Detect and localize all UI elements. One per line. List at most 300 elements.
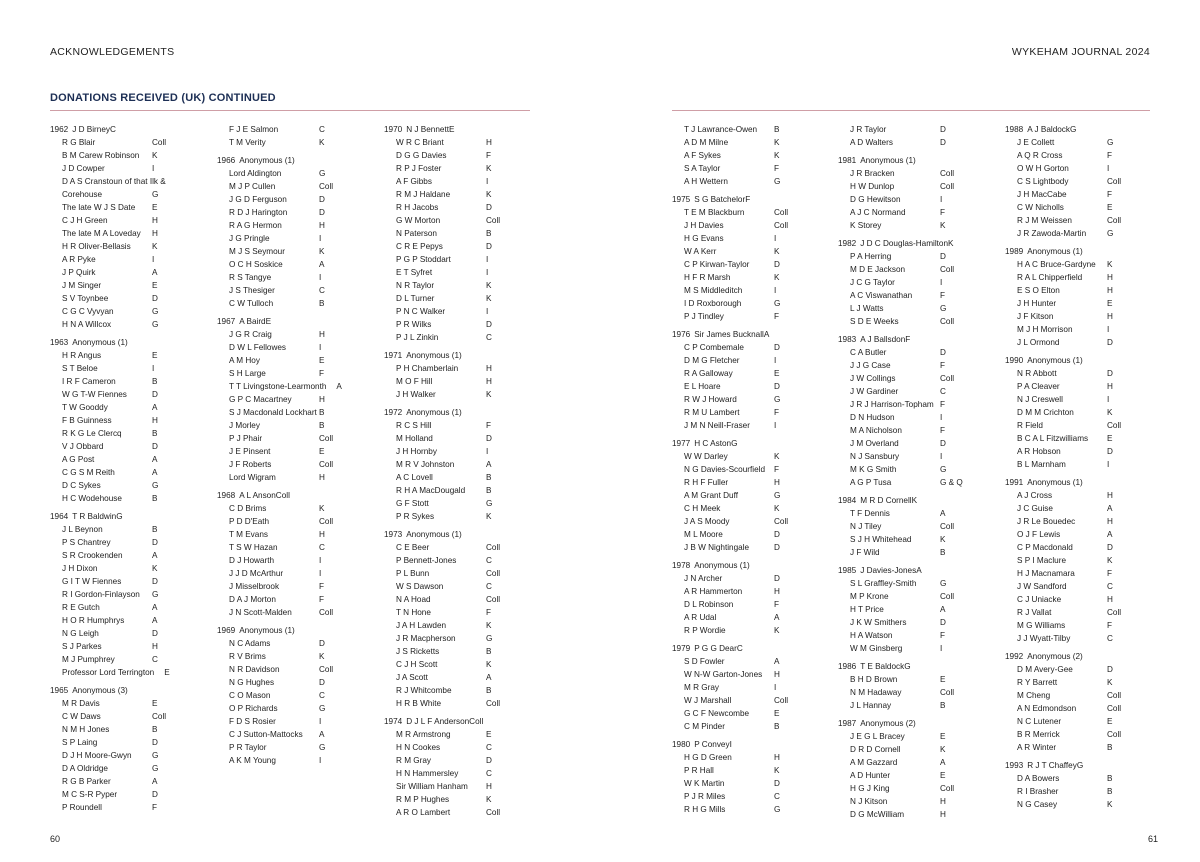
donor-row: [1005, 567, 1173, 580]
donor-column-3: [384, 123, 552, 819]
donor-row: [217, 123, 385, 136]
house-code: B: [319, 299, 325, 308]
donor-name: C S Lightbody: [1017, 177, 1069, 186]
donor-row: [384, 253, 552, 266]
house-code: E: [1107, 717, 1113, 726]
donor-row: [672, 694, 840, 707]
donor-row: [217, 297, 385, 310]
house-code: H: [152, 229, 158, 238]
house-code: I: [774, 286, 777, 295]
donor-name: D N Hudson: [850, 413, 895, 422]
donor-name: P Convey: [694, 740, 730, 749]
donor-name: R P Wordie: [684, 626, 726, 635]
donor-row: [384, 471, 552, 484]
house-code: F: [486, 421, 492, 430]
house-code: I: [774, 356, 777, 365]
house-code: D: [940, 348, 946, 357]
house-code: G: [774, 395, 781, 404]
house-code: K: [486, 390, 492, 399]
donor-row: [838, 795, 1006, 808]
donor-row: [384, 266, 552, 279]
donor-row: [384, 671, 552, 684]
house-code: H: [1107, 517, 1113, 526]
donor-name: J W Gardiner: [850, 387, 899, 396]
house-code: Coll: [319, 665, 334, 674]
donor-row: [217, 754, 385, 767]
donor-name: N M H Jones: [62, 725, 110, 734]
donor-name: D M Avery-Gee: [1017, 665, 1073, 674]
house-code: I: [940, 278, 943, 287]
donor-row: [50, 588, 218, 601]
donor-name: J R Bracken: [850, 169, 895, 178]
house-code: H: [940, 797, 946, 806]
donor-name: S J Parkes: [62, 642, 102, 651]
donor-row: [1005, 123, 1173, 136]
donor-row: [1005, 149, 1173, 162]
donor-row: [672, 271, 840, 284]
house-code: I: [1107, 395, 1110, 404]
donor-name: N J Creswell: [1017, 395, 1063, 404]
donor-name: R I Gordon-Finlayson: [62, 590, 140, 599]
house-code: C: [736, 644, 743, 653]
donor-row: [50, 214, 218, 227]
year-label: 1973: [384, 530, 403, 539]
house-code: E: [940, 732, 946, 741]
house-code: I: [319, 717, 322, 726]
house-code: Coll: [940, 182, 955, 191]
house-code: F: [1107, 569, 1113, 578]
donor-row: [217, 393, 385, 406]
house-code: D: [486, 320, 492, 329]
donor-name: M Holland: [396, 434, 433, 443]
donor-row: [672, 393, 840, 406]
donor-row: [50, 492, 218, 505]
donor-row: [217, 650, 385, 663]
donor-name: A R O Lambert: [396, 808, 451, 817]
donor-row: [217, 458, 385, 471]
donor-name: R J M Weissen: [1017, 216, 1072, 225]
donor-row: [1005, 741, 1173, 754]
house-code: I: [1107, 325, 1110, 334]
donor-row: [50, 788, 218, 801]
donor-row: [1005, 297, 1173, 310]
house-code: Coll: [486, 595, 501, 604]
donor-name: A G Post: [62, 455, 95, 464]
donor-row: [672, 541, 840, 554]
donor-row: [50, 401, 218, 414]
donor-row: [217, 232, 385, 245]
donor-name: J C Guise: [1017, 504, 1053, 513]
donor-row: [384, 227, 552, 240]
donor-name: W G T-W Fiennes: [62, 390, 127, 399]
house-code: C: [1107, 582, 1113, 591]
donor-name: C J Sutton-Mattocks: [229, 730, 303, 739]
donor-row: [217, 245, 385, 258]
donor-row: [384, 149, 552, 162]
donor-row: [217, 271, 385, 284]
house-code: C: [486, 743, 492, 752]
donor-name: J H MacCabe: [1017, 190, 1067, 199]
donor-row: [384, 767, 552, 780]
donor-row: [1005, 702, 1173, 715]
donor-name: Anonymous (1): [406, 408, 462, 417]
donor-name: H R Angus: [62, 351, 102, 360]
donor-name: J G R Craig: [229, 330, 272, 339]
donor-row: [217, 193, 385, 206]
donor-name: J D Birney: [72, 125, 110, 134]
house-code: K: [774, 138, 780, 147]
house-code: D: [1107, 543, 1113, 552]
donor-name: I D Roxborough: [684, 299, 742, 308]
house-code: G: [152, 320, 159, 329]
donor-row: [50, 292, 218, 305]
house-code: I: [774, 234, 777, 243]
donor-name: H O R Humphrys: [62, 616, 125, 625]
house-code: F: [940, 208, 946, 217]
donor-row: [672, 450, 840, 463]
donor-name: S J H Whitehead: [850, 535, 912, 544]
house-code: D: [152, 294, 158, 303]
house-code: D: [152, 629, 158, 638]
donor-name: J M Overland: [850, 439, 899, 448]
donor-row: [50, 466, 218, 479]
donor-name: H W Dunlop: [850, 182, 895, 191]
donor-name: P J L Zinkin: [396, 333, 439, 342]
donor-name: P R Wilks: [396, 320, 432, 329]
house-code: B: [1107, 774, 1113, 783]
donor-row: [672, 528, 840, 541]
donor-name: R H F Fuller: [684, 478, 729, 487]
donor-row: [217, 328, 385, 341]
donor-name: J N Scott-Malden: [229, 608, 292, 617]
donor-name: J K W Smithers: [850, 618, 907, 627]
donor-row: [838, 520, 1006, 533]
house-code: G: [1070, 125, 1077, 134]
donor-row: [672, 354, 840, 367]
house-code: K: [486, 795, 492, 804]
house-code: E: [152, 699, 158, 708]
donor-column-6: [1005, 123, 1173, 811]
donor-row: [217, 180, 385, 193]
year-label: 1987: [838, 719, 857, 728]
donor-row: [50, 240, 218, 253]
donor-row: [672, 720, 840, 733]
donor-row: [384, 305, 552, 318]
donor-name: J N Archer: [684, 574, 723, 583]
donor-name: D L Robinson: [684, 600, 734, 609]
donor-name: R H G Mills: [684, 805, 726, 814]
donor-name: H A C Bruce-Gardyne: [1017, 260, 1096, 269]
house-code: C: [319, 543, 325, 552]
year-label: 1965: [50, 686, 69, 695]
donor-name: P Roundell: [62, 803, 102, 812]
donor-row: [1005, 201, 1173, 214]
house-code: Coll: [319, 517, 334, 526]
donor-name: C O Mason: [229, 691, 271, 700]
donor-name: J H Walker: [396, 390, 436, 399]
house-code: K: [1107, 408, 1113, 417]
donor-row: [384, 419, 552, 432]
house-code: H: [319, 221, 325, 230]
house-code: G: [152, 751, 159, 760]
donor-name: A C Lovell: [396, 473, 433, 482]
house-code: C: [319, 125, 325, 134]
donor-name: N J Bennett: [406, 125, 449, 134]
house-code: Coll: [319, 608, 334, 617]
donor-name: R E Gutch: [62, 603, 100, 612]
year-label: 1988: [1005, 125, 1024, 134]
house-code: E: [1107, 434, 1113, 443]
donor-name: J S Thesiger: [229, 286, 275, 295]
donor-name: M D E Jackson: [850, 265, 906, 274]
donor-name: N M Hadaway: [850, 688, 902, 697]
donor-row: [50, 479, 218, 492]
donor-name: P J Tindley: [684, 312, 724, 321]
house-code: I: [940, 413, 943, 422]
donor-row: [1005, 650, 1173, 663]
donor-name: R V Brims: [229, 652, 266, 661]
donor-name: R P J Foster: [396, 164, 442, 173]
donor-row: [50, 336, 218, 349]
house-code: C: [486, 333, 492, 342]
donor-name: A H Wettern: [684, 177, 728, 186]
donor-row: [838, 590, 1006, 603]
donor-row: [217, 167, 385, 180]
house-code: G: [940, 465, 947, 474]
donor-name: A D Hunter: [850, 771, 891, 780]
donor-name: H N A Willcox: [62, 320, 112, 329]
house-code: C: [486, 769, 492, 778]
year-label: 1971: [384, 351, 403, 360]
donor-row: [384, 497, 552, 510]
house-code: K: [1107, 260, 1113, 269]
donor-row: [672, 149, 840, 162]
donor-row: [1005, 354, 1173, 367]
house-code: D: [486, 203, 492, 212]
house-code: H: [486, 138, 492, 147]
donor-row: [217, 567, 385, 580]
donor-name: R J T Chaffey: [1027, 761, 1077, 770]
donor-row: [1005, 175, 1173, 188]
donor-name: S T Beloe: [62, 364, 98, 373]
donor-name: Anonymous (1): [1027, 247, 1083, 256]
house-code: D: [152, 738, 158, 747]
house-code: Coll: [152, 138, 167, 147]
house-code: K: [1107, 678, 1113, 687]
donor-row: [838, 546, 1006, 559]
donor-name: B C A L Fitzwilliams: [1017, 434, 1089, 443]
donor-row: [50, 175, 218, 188]
donor-name: N R Davidson: [229, 665, 280, 674]
donor-name: N G Hughes: [229, 678, 275, 687]
house-code: I: [1107, 164, 1110, 173]
donor-name: F D S Rosier: [229, 717, 276, 726]
donor-row: [217, 284, 385, 297]
donor-name: H J Macnamara: [1017, 569, 1075, 578]
donor-name: B L Marnham: [1017, 460, 1066, 469]
house-code: D: [486, 434, 492, 443]
donor-name: J H Hunter: [1017, 299, 1057, 308]
donor-row: [838, 450, 1006, 463]
donor-row: [1005, 593, 1173, 606]
house-code: K: [940, 535, 946, 544]
house-code: H: [774, 753, 780, 762]
donor-row: [838, 743, 1006, 756]
house-code: Coll: [940, 784, 955, 793]
donor-name: T W Gooddy: [62, 403, 108, 412]
donor-row: [672, 136, 840, 149]
donor-row: [384, 606, 552, 619]
house-code: H: [774, 670, 780, 679]
donor-name: P A Herring: [850, 252, 892, 261]
house-code: E: [152, 351, 158, 360]
house-code: G & Q: [940, 478, 963, 487]
donor-name: R A Galloway: [684, 369, 733, 378]
donor-name: R J Vallat: [1017, 608, 1052, 617]
donor-name: H N Hammersley: [396, 769, 459, 778]
donor-row: [838, 437, 1006, 450]
house-code: C: [319, 691, 325, 700]
house-code: B: [152, 494, 158, 503]
house-code: D: [940, 125, 946, 134]
house-code: A: [152, 468, 158, 477]
donor-name: Sir James Bucknall: [694, 330, 764, 339]
house-code: Coll: [940, 317, 955, 326]
house-code: A: [319, 260, 325, 269]
donor-name: C J H Green: [62, 216, 108, 225]
house-code: G: [774, 491, 781, 500]
donor-row: [384, 445, 552, 458]
donor-row: [1005, 632, 1173, 645]
house-code: K: [486, 281, 492, 290]
house-code: F: [774, 164, 780, 173]
donor-name: C H Meek: [684, 504, 721, 513]
house-code: D: [940, 618, 946, 627]
title-rule: [50, 110, 530, 111]
donor-row: [50, 536, 218, 549]
donor-row: [50, 549, 218, 562]
donor-row: [217, 489, 385, 502]
house-code: G: [319, 169, 326, 178]
donor-name: R G B Parker: [62, 777, 111, 786]
donor-name: F J E Salmon: [229, 125, 279, 134]
house-code: H: [152, 416, 158, 425]
donor-row: [50, 627, 218, 640]
house-code: A: [152, 455, 158, 464]
donor-row: [217, 258, 385, 271]
donor-name: J E G L Bracey: [850, 732, 905, 741]
house-code: E: [152, 281, 158, 290]
donor-name: O J F Lewis: [1017, 530, 1061, 539]
donor-row: [384, 458, 552, 471]
donor-row: [672, 707, 840, 720]
donor-name: M J Pumphrey: [62, 655, 115, 664]
donor-name: J Davies-Jones: [860, 566, 917, 575]
donor-row: [217, 689, 385, 702]
donor-row: [217, 380, 385, 393]
donor-name: M A Nicholson: [850, 426, 902, 435]
house-code: Coll: [486, 543, 501, 552]
donor-row: [838, 769, 1006, 782]
house-code: Coll: [1107, 421, 1122, 430]
donor-row: [672, 310, 840, 323]
donor-row: [217, 702, 385, 715]
house-code: I: [486, 177, 489, 186]
donor-name: R H A MacDougald: [396, 486, 466, 495]
house-code: I: [774, 683, 777, 692]
donor-name: J G D Ferguson: [229, 195, 287, 204]
house-code: E: [265, 317, 272, 326]
donor-name: C P Kirwan-Taylor: [684, 260, 750, 269]
house-code: F: [745, 195, 751, 204]
house-code: A: [152, 551, 158, 560]
donor-name: R M U Lambert: [684, 408, 740, 417]
donor-row: [217, 515, 385, 528]
donor-name: W J Marshall: [684, 696, 732, 705]
donor-name: B M Carew Robinson: [62, 151, 140, 160]
donor-name: D J H Moore-Gwyn: [62, 751, 132, 760]
donor-name: P R Sykes: [396, 512, 435, 521]
donor-row: [838, 463, 1006, 476]
donor-name: T E Baldock: [860, 662, 905, 671]
house-code: H: [319, 330, 325, 339]
donor-name: M R Gray: [684, 683, 720, 692]
donor-name: J R Zawoda-Martin: [1017, 229, 1087, 238]
house-code: Coll: [1107, 177, 1122, 186]
donor-name: S P I Maclure: [1017, 556, 1066, 565]
donor-row: [838, 642, 1006, 655]
donor-row: [384, 754, 552, 767]
donor-row: [50, 266, 218, 279]
donor-name: Anonymous (1): [239, 626, 295, 635]
donor-name: J M N Neill-Fraser: [684, 421, 750, 430]
donor-row: [1005, 728, 1173, 741]
donor-name: P R Hall: [684, 766, 714, 775]
donor-row: [838, 219, 1006, 232]
donor-name: J F Kitson: [1017, 312, 1054, 321]
house-code: A: [940, 509, 946, 518]
donor-row: [217, 554, 385, 567]
donor-name: S A Taylor: [684, 164, 721, 173]
house-code: B: [152, 429, 158, 438]
donor-name: D A Oldridge: [62, 764, 108, 773]
house-code: B: [486, 486, 492, 495]
donor-row: [50, 723, 218, 736]
house-code: B: [940, 701, 946, 710]
donor-row: [672, 598, 840, 611]
donor-row: [838, 424, 1006, 437]
house-code: E: [486, 730, 492, 739]
house-code: F: [486, 151, 492, 160]
donor-row: [838, 302, 1006, 315]
house-code: I: [152, 364, 155, 373]
donor-name: C G S M Reith: [62, 468, 115, 477]
year-label: 1984: [838, 496, 857, 505]
donor-row: [384, 292, 552, 305]
donor-row: [838, 154, 1006, 167]
house-code: B: [774, 125, 780, 134]
house-code: H: [486, 782, 492, 791]
donor-name: M L Moore: [684, 530, 723, 539]
donor-name: B R Merrick: [1017, 730, 1060, 739]
donor-row: [384, 432, 552, 445]
donor-name: E L Hoare: [684, 382, 721, 391]
donor-row: [672, 162, 840, 175]
house-code: G: [731, 439, 738, 448]
donor-row: [672, 297, 840, 310]
donor-row: [50, 614, 218, 627]
donor-row: [672, 328, 840, 341]
